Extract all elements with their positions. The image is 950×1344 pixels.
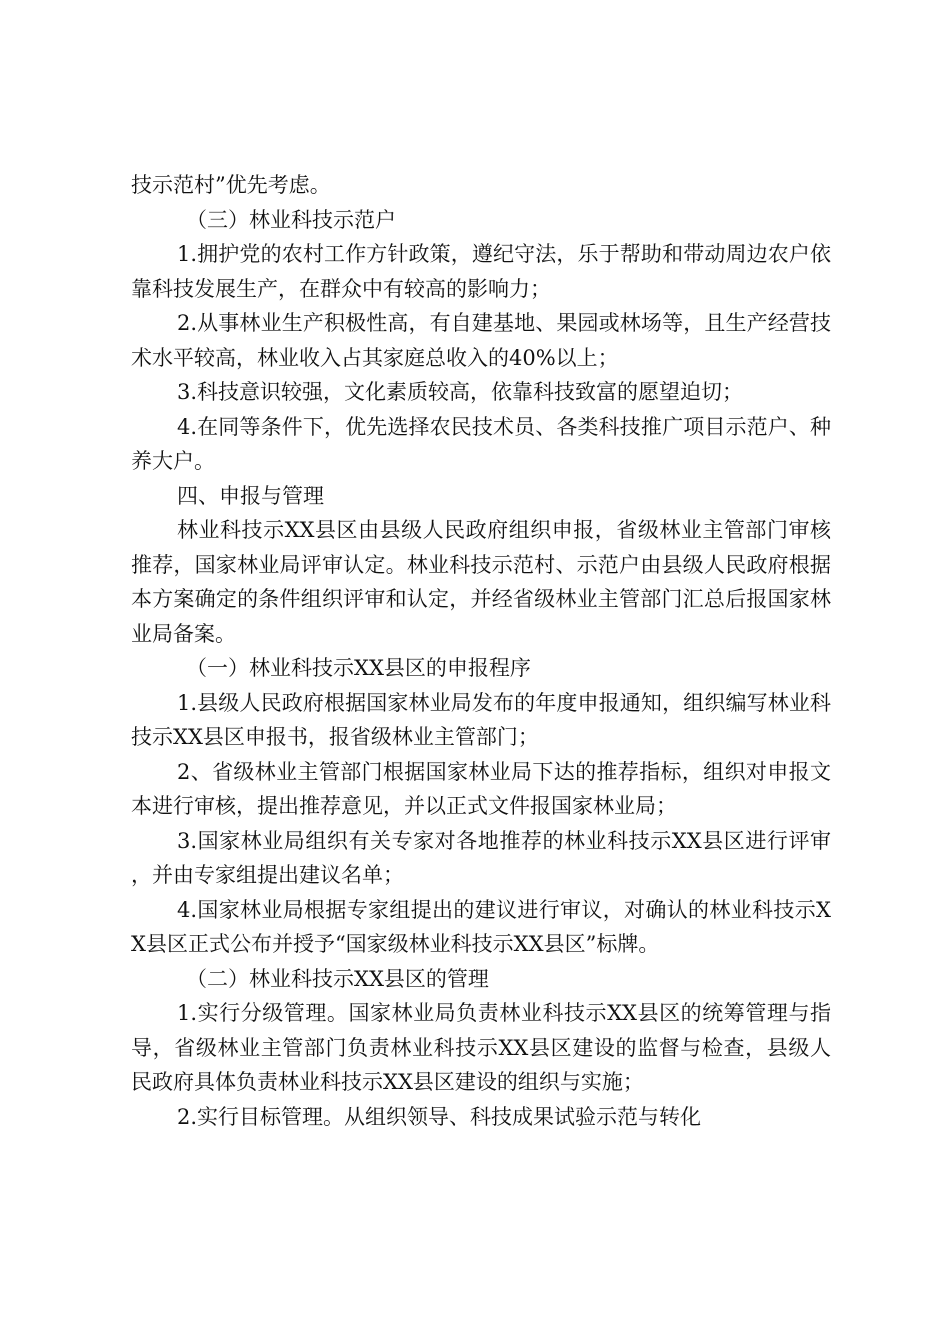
paragraph-item-4: 4.在同等条件下，优先选择农民技术员、各类科技推广项目示范户、种养大户。 [131, 414, 831, 473]
section-heading-application-management: 四、申报与管理 [177, 483, 324, 508]
section-heading-county-management: （二）林业科技示XX县区的管理 [186, 966, 489, 991]
paragraph-procedure-2: 2、省级林业主管部门根据国家林业局下达的推荐指标，组织对申报文本进行审核，提出推荐意见，并以正式文件报国家林业局； [131, 759, 831, 818]
paragraph-item-2: 2.从事林业生产积极性高，有自建基地、果园或林场等，且生产经营技术水平较高，林业收入占其家庭总收入的40%以上； [131, 311, 831, 370]
paragraph-item-3: 3.科技意识较强，文化素质较高，依靠科技致富的愿望迫切； [177, 380, 744, 404]
paragraph-application-overview: 林业科技示XX县区由县级人民政府组织申报，省级林业主管部门审核推荐，国家林业局评审认定。林业科技示范村、示范户由县级人民政府根据本方案确定的条件组织评审和认定，并经省级林业主管部门汇总后报国家林业局备案。 [131, 518, 831, 646]
section-heading-demo-household: （三）林业科技示范户 [186, 207, 396, 232]
paragraph-procedure-3: 3.国家林业局组织有关专家对各地推荐的林业科技示XX县区进行评审，并由专家组提出建议名单； [131, 828, 831, 887]
paragraph-procedure-1: 1.县级人民政府根据国家林业局发布的年度申报通知，组织编写林业科技示XX县区申报书，报省级林业主管部门； [131, 690, 831, 749]
paragraph-item-1: 1.拥护党的农村工作方针政策，遵纪守法，乐于帮助和带动周边农户依靠科技发展生产，在群众中有较高的影响力； [131, 242, 831, 301]
paragraph-continuation: 技示范村”优先考虑。 [131, 173, 331, 197]
document-body [131, 168, 831, 1134]
paragraph-procedure-4: 4.国家林业局根据专家组提出的建议进行审议，对确认的林业科技示XX县区正式公布并授予“国家级林业科技示XX县区”标牌。 [131, 897, 831, 956]
section-heading-application-procedure: （一）林业科技示XX县区的申报程序 [186, 656, 531, 680]
paragraph-management-1: 1.实行分级管理。国家林业局负责林业科技示XX县区的统筹管理与指导，省级林业主管部门负责林业科技示XX县区建设的监督与检查，县级人民政府具体负责林业科技示XX县区建设的组织与实施； [131, 1001, 831, 1094]
paragraph-management-2: 2.实行目标管理。从组织领导、科技成果试验示范与转化 [177, 1104, 702, 1129]
